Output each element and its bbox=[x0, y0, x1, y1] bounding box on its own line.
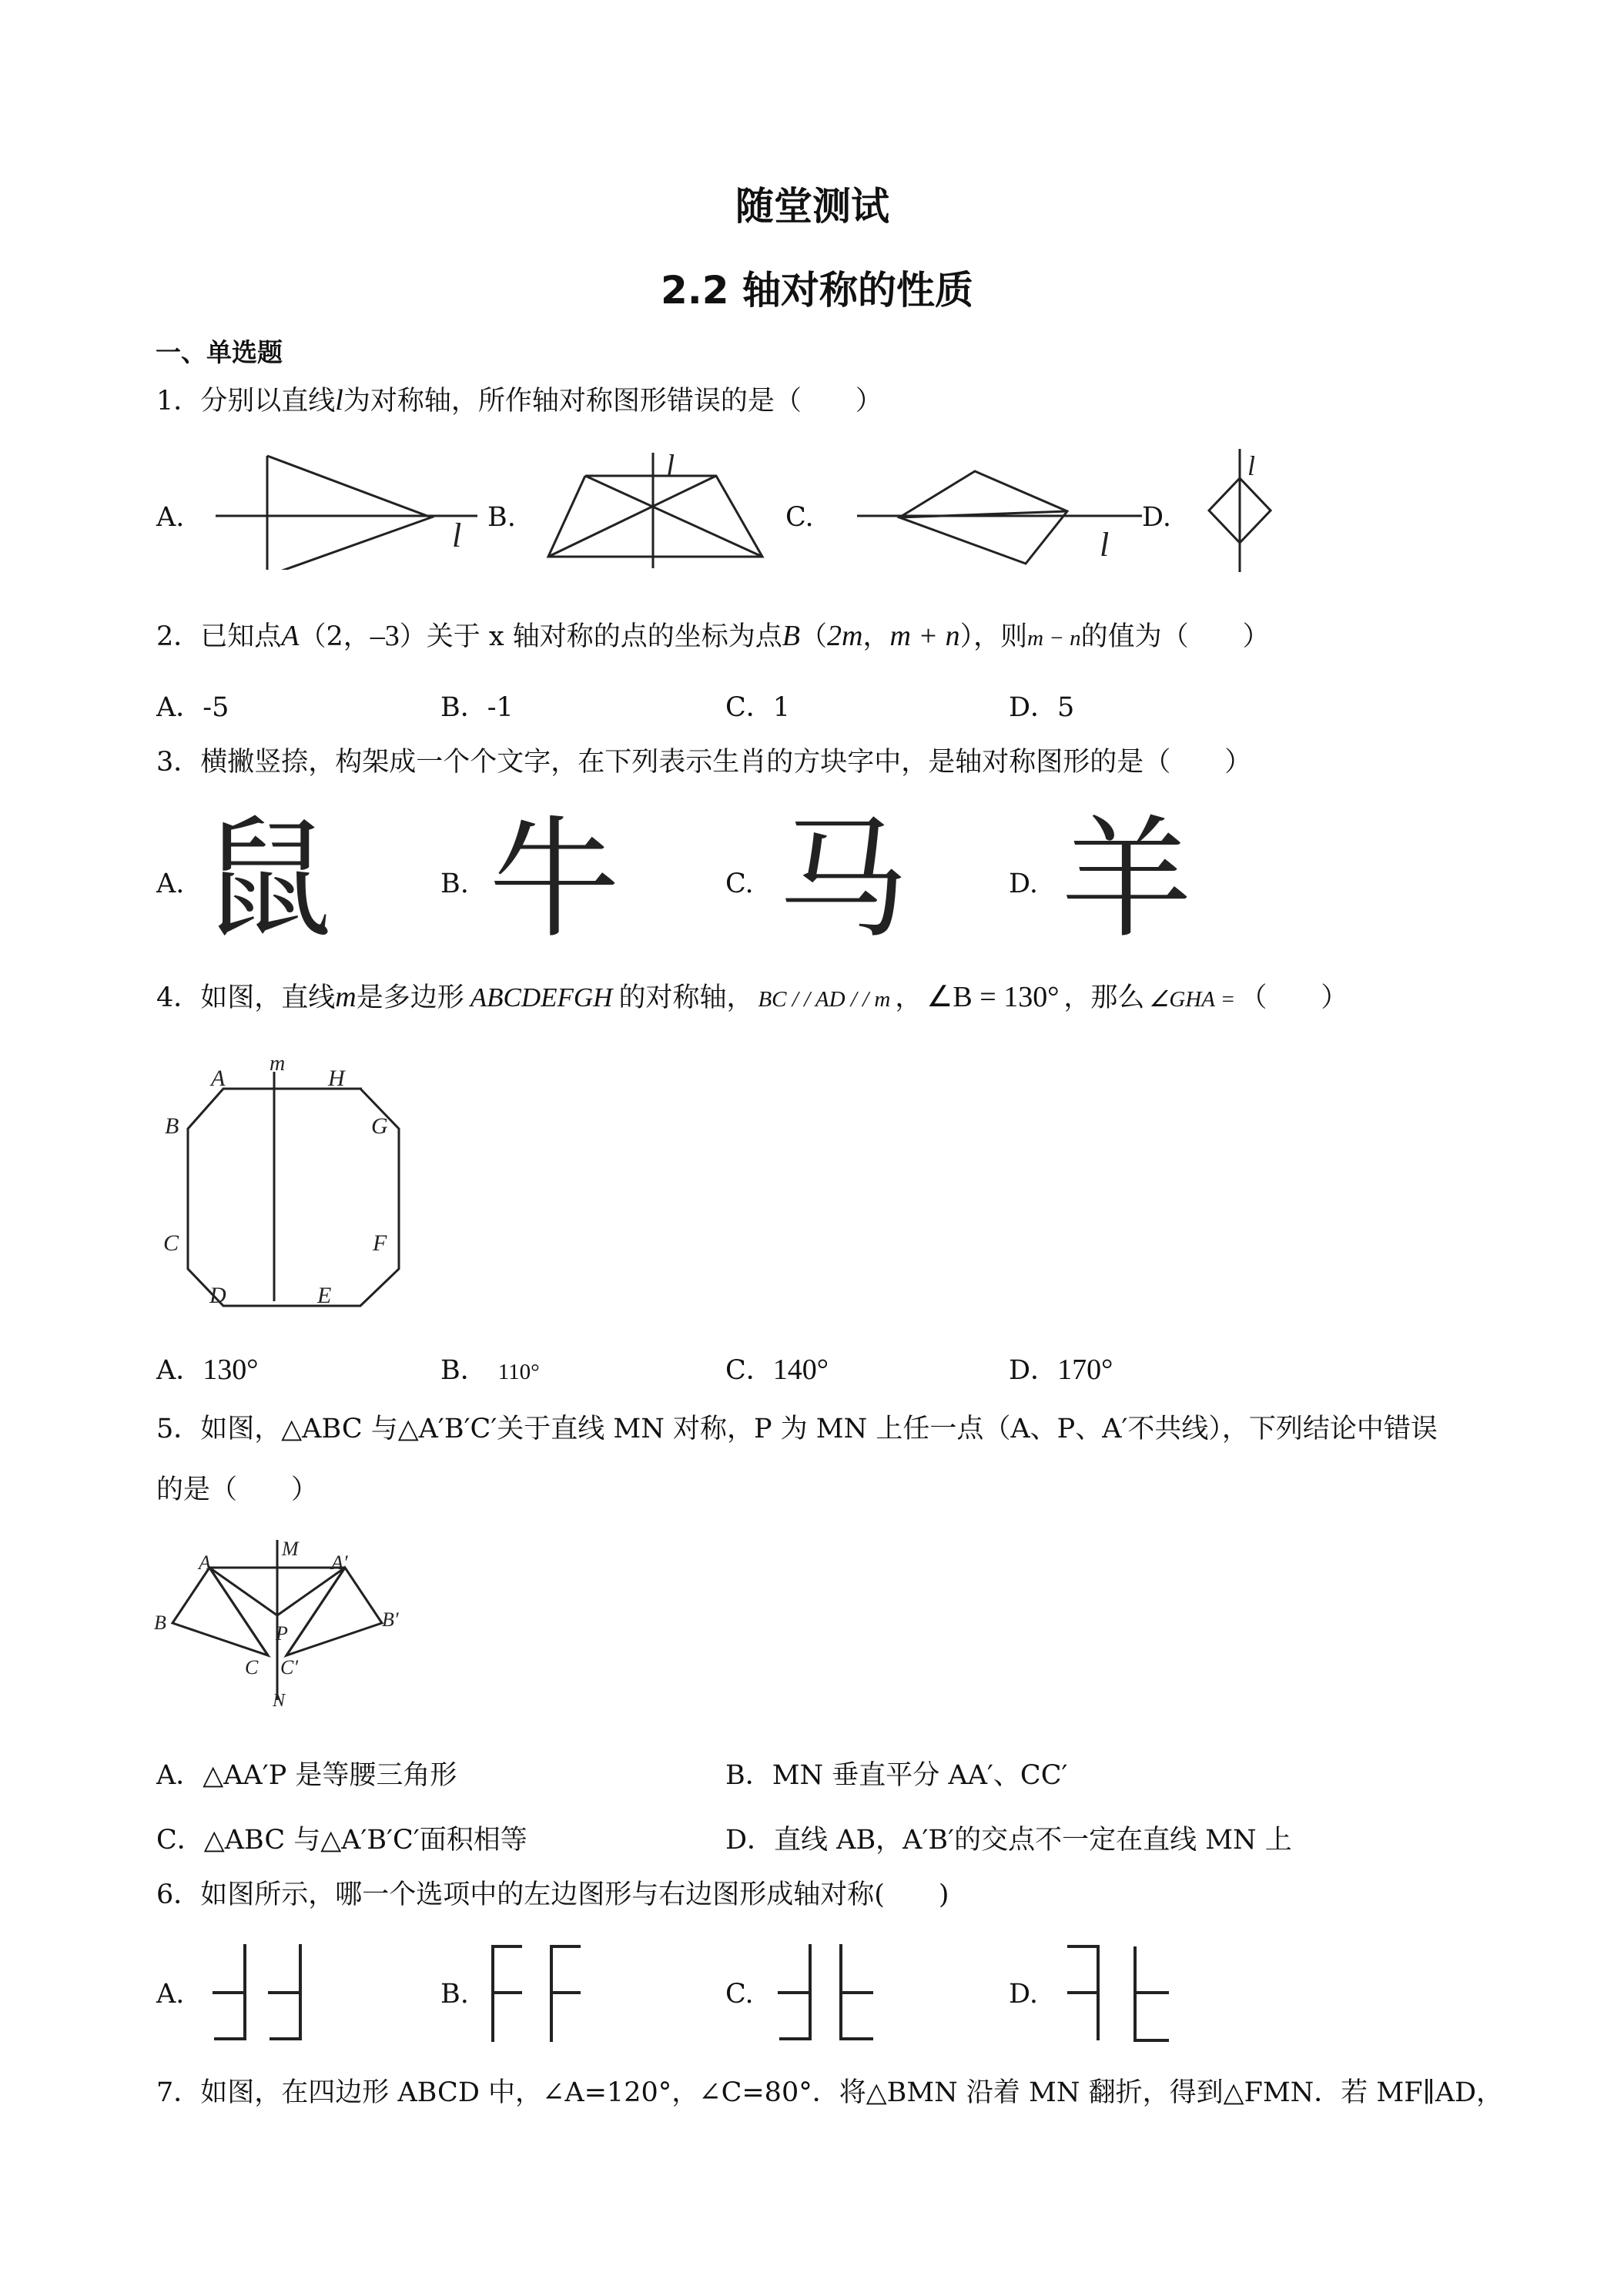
q5-label-b-prime: B′ bbox=[382, 1608, 399, 1631]
q3-option-a[interactable]: A. bbox=[156, 869, 185, 899]
q3-glyph-ma: 马 bbox=[778, 804, 909, 956]
q4-option-a[interactable] bbox=[156, 1349, 258, 1387]
q4-b-letter: B． bbox=[440, 1355, 487, 1386]
q5-label-c-prime: C′ bbox=[280, 1656, 299, 1678]
q6-figure-a bbox=[206, 1940, 314, 2044]
q1-option-c[interactable]: C. bbox=[785, 502, 814, 533]
q4-a-value: 130° bbox=[203, 1354, 259, 1386]
question-3: 3．横撇竖捺，构架成一个个文字，在下列表示生肖的方块字中，是轴对称图形的是（ ） bbox=[156, 747, 1252, 778]
q1-pre: 1．分别以直线 bbox=[156, 386, 336, 417]
q2-p2: （2， bbox=[299, 621, 370, 652]
q2-point-b: B bbox=[782, 620, 800, 652]
q6-figure-d bbox=[1061, 1940, 1177, 2048]
q1-b-axis-label: l bbox=[666, 453, 675, 483]
q4-label-g: G bbox=[371, 1113, 388, 1139]
q3-option-c[interactable]: C. bbox=[725, 869, 754, 899]
q4-label-e: E bbox=[317, 1283, 332, 1308]
question-2 bbox=[156, 621, 1270, 654]
q4-label-c: C bbox=[163, 1230, 179, 1256]
q5-option-a[interactable]: A．△AA′P 是等腰三角形 bbox=[156, 1760, 457, 1791]
q4-label-b: B bbox=[165, 1113, 179, 1139]
q4-label-a: A bbox=[211, 1066, 226, 1091]
q5-option-c[interactable]: C．△ABC 与△A′B′C′面积相等 bbox=[156, 1825, 527, 1856]
q4-d-letter: D． bbox=[1009, 1355, 1058, 1386]
q4-m: m bbox=[335, 981, 357, 1013]
page-subtitle: 2.2 轴对称的性质 bbox=[661, 268, 973, 313]
section-heading: 一、单选题 bbox=[156, 337, 283, 367]
q5-figure bbox=[154, 1532, 416, 1709]
q2-option-d[interactable]: D．5 bbox=[1009, 692, 1075, 723]
q4-angle-gha: ∠GHA = bbox=[1149, 987, 1236, 1012]
q6-option-c[interactable]: C. bbox=[725, 1979, 754, 2010]
q4-p3: 的对称轴， bbox=[618, 982, 754, 1013]
q2-option-c[interactable]: C．1 bbox=[725, 692, 791, 723]
q2-p6: ），则 bbox=[959, 621, 1028, 652]
q3-glyph-niu: 牛 bbox=[489, 804, 621, 956]
q1-figure-d bbox=[1194, 449, 1286, 572]
q6-option-a[interactable]: A. bbox=[156, 1979, 185, 2010]
q4-p5: ，那么 bbox=[1063, 982, 1145, 1013]
q3-glyph-yang: 羊 bbox=[1061, 804, 1193, 956]
q1-option-b[interactable]: B. bbox=[487, 502, 516, 533]
q1-a-axis-label: l bbox=[452, 517, 462, 554]
q5-label-a-prime: A′ bbox=[331, 1551, 348, 1574]
q3-glyph-shu: 鼠 bbox=[202, 804, 333, 956]
q4-option-c[interactable] bbox=[725, 1349, 829, 1387]
q4-option-d[interactable] bbox=[1009, 1349, 1113, 1387]
q1-post: 为对称轴，所作轴对称图形错误的是（ ） bbox=[343, 386, 882, 417]
q4-angle-b: ∠B = 130° bbox=[926, 981, 1060, 1013]
q4-option-b[interactable] bbox=[440, 1349, 540, 1387]
q4-b-value: 110° bbox=[497, 1360, 540, 1384]
q2-p7: 的值为（ ） bbox=[1080, 621, 1270, 652]
q3-option-d[interactable]: D. bbox=[1009, 869, 1038, 899]
q1-figure-b bbox=[539, 453, 770, 568]
q1-figure-a bbox=[212, 447, 481, 570]
q5-option-b[interactable]: B．MN 垂直平分 AA′、CC′ bbox=[725, 1760, 1068, 1791]
q4-c-letter: C． bbox=[725, 1355, 773, 1386]
q5-option-d[interactable]: D．直线 AB，A′B′的交点不一定在直线 MN 上 bbox=[725, 1825, 1292, 1856]
q2-p4: （ bbox=[800, 621, 828, 652]
q5-label-m: M bbox=[282, 1538, 299, 1560]
q6-option-b[interactable]: B. bbox=[440, 1979, 469, 2010]
q2-p1: 2．已知点 bbox=[156, 621, 282, 652]
q4-p2: 是多边形 bbox=[356, 982, 464, 1013]
q4-c-value: 140° bbox=[772, 1354, 829, 1386]
q2-option-b[interactable]: B．-1 bbox=[440, 692, 514, 723]
question-5-line2: 的是（ ） bbox=[156, 1474, 319, 1505]
q2-point-a: A bbox=[281, 620, 300, 652]
q5-label-n: N bbox=[273, 1691, 286, 1709]
q2-two-m: 2m bbox=[827, 620, 863, 652]
q4-figure bbox=[154, 1055, 408, 1317]
q4-d-value: 170° bbox=[1057, 1354, 1113, 1386]
q4-label-h: H bbox=[328, 1066, 345, 1091]
q5-label-p: P bbox=[276, 1622, 288, 1645]
q4-a-letter: A． bbox=[156, 1355, 203, 1386]
q4-label-d: D bbox=[209, 1283, 226, 1308]
q1-c-axis-label: l bbox=[1100, 526, 1110, 564]
question-6: 6．如图所示，哪一个选项中的左边图形与右边图形成轴对称( ) bbox=[156, 1879, 949, 1910]
q3-option-b[interactable]: B. bbox=[440, 869, 469, 899]
q2-p3: ）关于 x 轴对称的点的坐标为点 bbox=[399, 621, 782, 652]
q5-label-c: C bbox=[245, 1656, 259, 1678]
q6-figure-b bbox=[485, 1940, 593, 2044]
q1-d-axis-label: l bbox=[1247, 450, 1256, 481]
q1-figure-c bbox=[853, 462, 1146, 570]
q4-p6: （ ） bbox=[1240, 982, 1348, 1013]
q2-option-a[interactable]: A．-5 bbox=[156, 692, 229, 723]
q2-p5: ， bbox=[862, 621, 890, 652]
q4-parallel: BC / / AD / / m bbox=[758, 987, 891, 1012]
q4-p4: ， bbox=[895, 982, 922, 1013]
question-7: 7．如图，在四边形 ABCD 中，∠A=120°，∠C=80°．将△BMN 沿着 MN 翻折，得到△FMN．若 MF∥AD， bbox=[156, 2077, 1504, 2108]
q5-label-a: A bbox=[199, 1551, 211, 1574]
question-5-line1: 5．如图，△ABC 与△A′B′C′关于直线 MN 对称，P 为 MN 上任一点（A、P、A′不共线），下列结论中错误 bbox=[156, 1414, 1438, 1444]
q1-option-a[interactable]: A. bbox=[156, 502, 185, 533]
q4-p1: 4．如图，直线 bbox=[156, 982, 336, 1013]
q1-option-d[interactable]: D. bbox=[1142, 502, 1171, 533]
q5-label-b: B bbox=[154, 1612, 166, 1634]
q4-label-f: F bbox=[373, 1230, 387, 1256]
q2-m-plus-n: m + n bbox=[889, 620, 960, 652]
page-title: 随堂测试 bbox=[735, 184, 889, 229]
q4-label-m: m bbox=[270, 1055, 286, 1076]
q6-figure-c bbox=[772, 1940, 887, 2044]
q6-option-d[interactable]: D. bbox=[1009, 1979, 1038, 2010]
q1-var: l bbox=[335, 384, 343, 417]
q2-m-minus-n: m − n bbox=[1027, 626, 1081, 651]
q4-poly: ABCDEFGH bbox=[470, 982, 613, 1012]
question-4 bbox=[156, 982, 1348, 1015]
question-1 bbox=[156, 385, 882, 417]
q2-neg3: –3 bbox=[370, 620, 400, 652]
